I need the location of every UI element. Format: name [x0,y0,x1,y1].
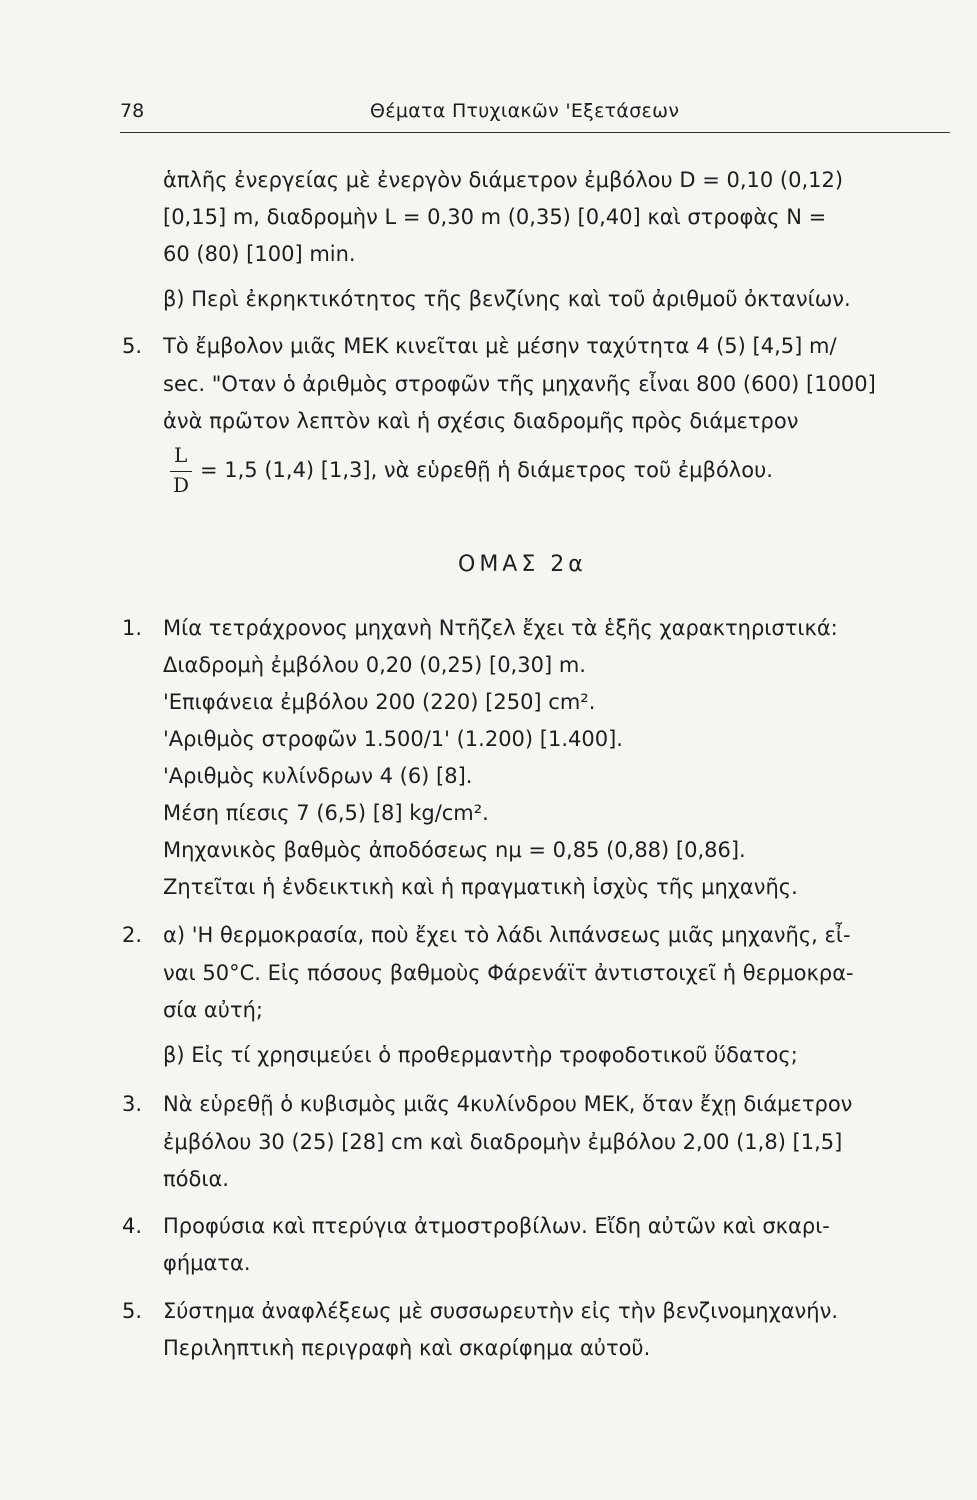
text-line: ἀνὰ πρῶτον λεπτὸν καὶ ἡ σχέσις διαδρομῆς πρὸς διάμετρον [163,409,799,433]
question-number: 3. [122,1092,143,1116]
text-line: Προφύσια καὶ πτερύγια ἀτμοστροβίλων. Εἴδη αὐτῶν καὶ σκαρι- [163,1214,830,1238]
text-line: Μέση πίεσις 7 (6,5) [8] kg/cm². [163,801,489,825]
fraction-numerator: L [174,443,188,467]
fraction-denominator: D [173,473,190,497]
text-line: Μηχανικὸς βαθμὸς ἀποδόσεως nμ = 0,85 (0,88) [0,86]. [163,838,746,862]
text-line: Νὰ εὑρεθῇ ὁ κυβισμὸς μιᾶς 4κυλίνδρου ΜΕΚ, ὅταν ἔχῃ διάμετρον [163,1092,853,1116]
text-line: β) Εἰς τί χρησιμεύει ὁ προθερμαντὴρ τροφοδοτικοῦ ὕδατος; [163,1043,798,1067]
text-line: φήματα. [163,1251,251,1275]
text-line: ναι 50°C. Εἰς πόσους βαθμοὺς Φάρενάϊτ ἀντιστοιχεῖ ἡ θερμοκρα- [163,961,854,985]
question-number: 4. [122,1214,143,1238]
section-heading: ΟΜΑΣ 2α [458,552,587,577]
text-line: 60 (80) [100] min. [163,242,356,266]
text-line: α) 'Η θερμοκρασία, ποὺ ἔχει τὸ λάδι λιπάνσεως μιᾶς μηχανῆς, εἶ- [163,923,851,947]
running-title: Θέματα Πτυχιακῶν 'Εξετάσεων [370,100,680,122]
text-line: Περιληπτικὴ περιγραφὴ καὶ σκαρίφημα αὐτοῦ. [163,1336,651,1360]
text-line: β) Περὶ ἐκρηκτικότητος τῆς βενζίνης καὶ τοῦ ἀριθμοῦ ὀκτανίων. [163,287,851,311]
text-line: Διαδρομὴ ἐμβόλου 0,20 (0,25) [0,30] m. [163,653,586,677]
text-line: Ζητεῖται ἡ ἐνδεικτικὴ καὶ ἡ πραγματικὴ ἰσχὺς τῆς μηχανῆς. [163,875,798,899]
text-line: sec. "Οταν ὁ ἀριθμὸς στροφῶν τῆς μηχανῆς εἶναι 800 (600) [1000] [163,372,876,396]
text-line: = 1,5 (1,4) [1,3], νὰ εὑρεθῇ ἡ διάμετρος τοῦ ἐμβόλου. [200,458,773,482]
header-rule [120,132,950,133]
question-number: 5. [122,1299,143,1323]
question-number: 2. [122,923,143,947]
item-number: 5. [122,334,143,358]
text-line: 'Αριθμὸς κυλίνδρων 4 (6) [8]. [163,764,473,788]
page-header [120,96,950,136]
page-number: 78 [120,100,145,122]
text-line: Σύστημα ἀναφλέξεως μὲ συσσωρευτὴν εἰς τὴν βενζινομηχανήν. [163,1299,838,1323]
text-line: Μία τετράχρονος μηχανὴ Ντῆζελ ἔχει τὰ ἑξῆς χαρακτηριστικά: [163,616,838,640]
fraction-l-over-d [170,443,192,503]
text-line: 'Επιφάνεια ἐμβόλου 200 (220) [250] cm². [163,690,596,714]
question-number: 1. [122,616,143,640]
text-line: σία αὐτή; [163,998,263,1022]
text-line: ἐμβόλου 30 (25) [28] cm καὶ διαδρομὴν ἐμβόλου 2,00 (1,8) [1,5] [163,1130,843,1154]
text-line: [0,15] m, διαδρομὴν L = 0,30 m (0,35) [0,40] καὶ στροφὰς N = [163,205,827,229]
text-line: 'Αριθμὸς στροφῶν 1.500/1' (1.200) [1.400]. [163,727,623,751]
text-line: πόδια. [163,1167,229,1191]
text-line: Τὸ ἔμβολον μιᾶς ΜΕΚ κινεῖται μὲ μέσην ταχύτητα 4 (5) [4,5] m/ [163,334,837,358]
fraction-bar [170,471,192,472]
text-line: ἁπλῆς ἐνεργείας μὲ ἐνεργὸν διάμετρον ἐμβόλου D = 0,10 (0,12) [163,168,844,192]
